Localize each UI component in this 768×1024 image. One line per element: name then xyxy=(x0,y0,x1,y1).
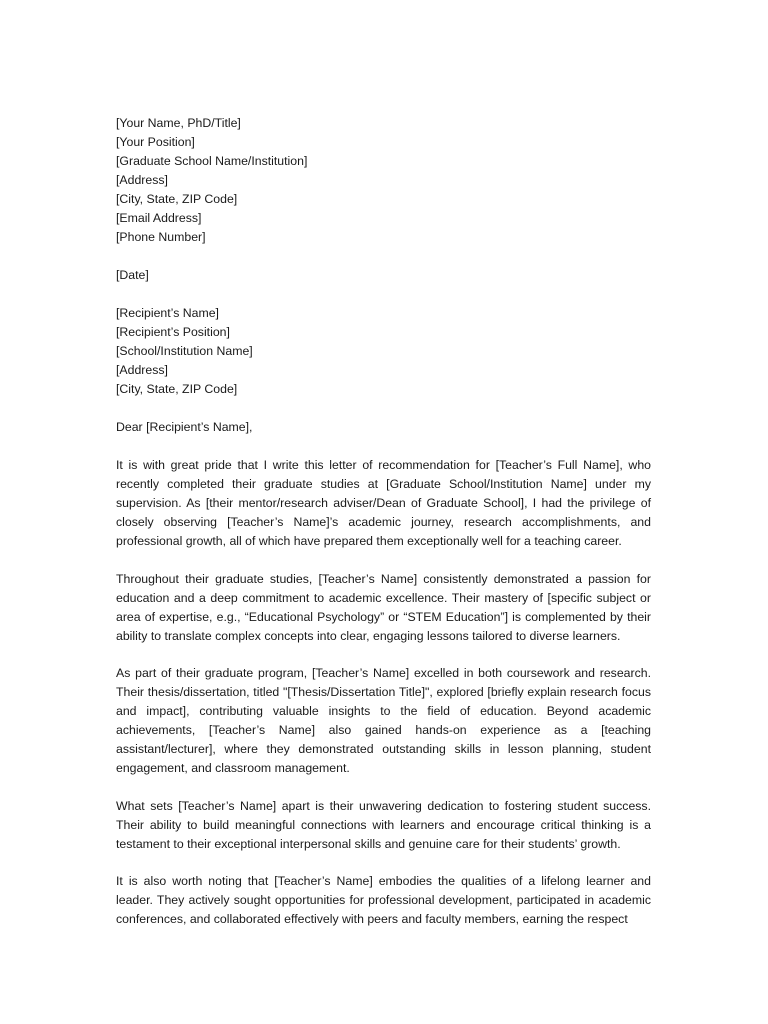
sender-name: [Your Name, PhD/Title] xyxy=(116,116,241,130)
letter-page xyxy=(116,114,651,948)
sender-position: [Your Position] xyxy=(116,135,195,149)
recipient-position: [Recipient’s Position] xyxy=(116,325,230,339)
date-block xyxy=(116,266,651,285)
sender-city-state-zip: [City, State, ZIP Code] xyxy=(116,192,238,206)
sender-block xyxy=(116,114,651,247)
recipient-name: [Recipient’s Name] xyxy=(116,306,219,320)
recipient-address: [Address] xyxy=(116,363,168,377)
sender-institution: [Graduate School Name/Institution] xyxy=(116,154,308,168)
recipient-city-state-zip: [City, State, ZIP Code] xyxy=(116,382,238,396)
salutation-block xyxy=(116,418,651,437)
body-paragraph-2: Throughout their graduate studies, [Teacher’s Name] consistently demonstrated a passion for education and a deep commitment to academic excellence. Their mastery of [specific subject or area of expertise, e.g., “Educational Psychology” or “STEM Education”] is complemented by their ability to translate complex concepts into clear, engaging lessons tailored to diverse learners. xyxy=(116,571,651,643)
sender-address: [Address] xyxy=(116,173,168,187)
recipient-institution: [School/Institution Name] xyxy=(116,344,253,358)
sender-email: [Email Address] xyxy=(116,211,202,225)
letter-date: [Date] xyxy=(116,268,149,282)
body-paragraph-4: What sets [Teacher’s Name] apart is their unwavering dedication to fostering student success. Their ability to build meaningful connections with learners and encourage critical thinking is a testament to their exceptional interpersonal skills and genuine care for their students’ growth. xyxy=(116,798,651,851)
salutation: Dear [Recipient’s Name], xyxy=(116,420,253,434)
sender-phone: [Phone Number] xyxy=(116,230,206,244)
recipient-block xyxy=(116,304,651,399)
body-paragraph-3: As part of their graduate program, [Teacher’s Name] excelled in both coursework and research. Their thesis/dissertation, titled "[Thesis/Dissertation Title]", explored [briefly explain research focus and impact], contributing valuable insights to the field of education. Beyond academic achievements, [Teacher’s Name] also gained hands-on experience as a [teaching assistant/lecturer], where they demonstrated outstanding skills in lesson planning, student engagement, and classroom management. xyxy=(116,666,651,775)
body-paragraph-1: It is with great pride that I write this letter of recommendation for [Teacher’s Full Name], who recently completed their graduate studies at [Graduate School/Institution Name] under my supervision. As [their mentor/research adviser/Dean of Graduate School], I had the privilege of closely observing [Teacher’s Name]’s academic journey, research accomplishments, and professional growth, all of which have prepared them exceptionally well for a teaching career. xyxy=(116,458,651,548)
body-paragraph-5: It is also worth noting that [Teacher’s Name] embodies the qualities of a lifelong learner and leader. They actively sought opportunities for professional development, participated in academic conferences, and collaborated effectively with peers and faculty members, earning the respect xyxy=(116,874,651,926)
